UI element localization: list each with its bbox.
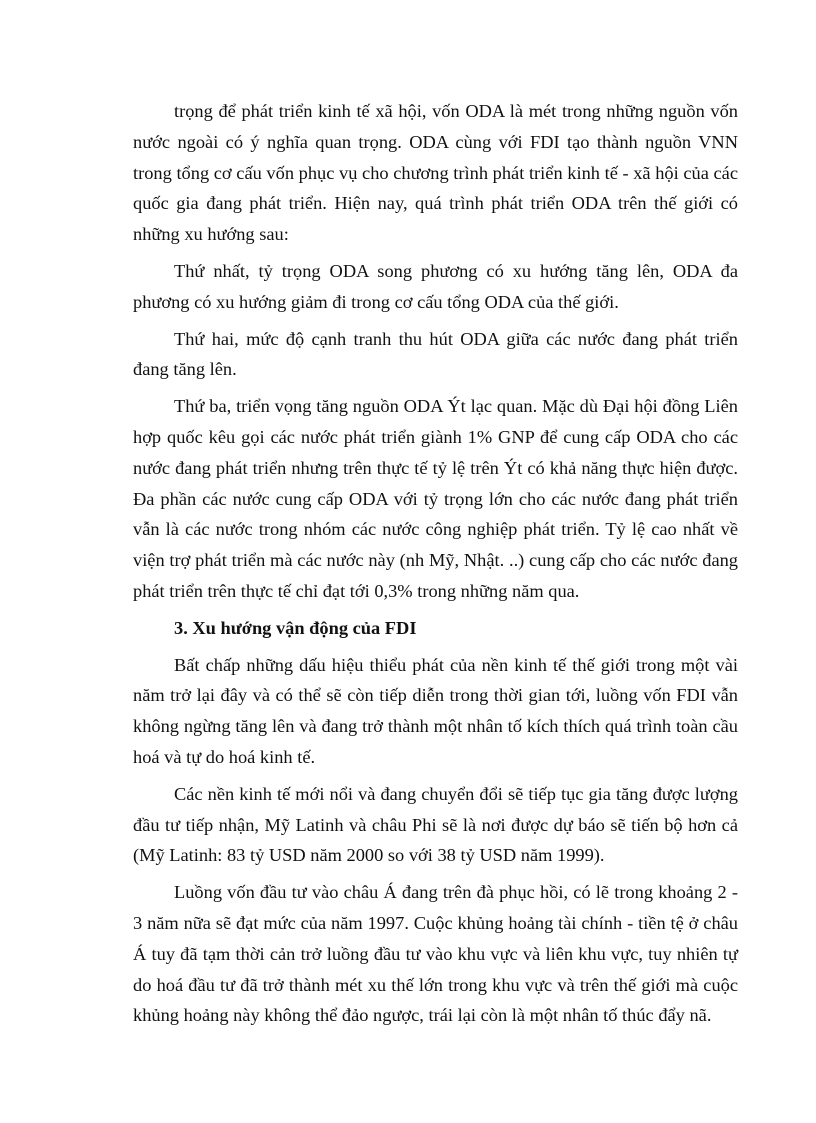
paragraph-asia-recovery: Luồng vốn đầu tư vào châu Á đang trên đà phục hồi, có lẽ trong khoảng 2 - 3 năm nữa sẽ đạt mức của năm 1997. Cuộc khủng hoảng tài chính - tiền tệ ở châu Á tuy đã tạm thời cản trở luồng đầu tư vào khu vực và liên khu vực, tuy nhiên tự do hoá đầu tư đã trở thành mét xu thế lớn trong khu vực và trên thế giới mà cuộc khủng hoảng này không thể đảo ngược, trái lại còn là một nhân tố thúc đẩy nã. — [133, 882, 738, 1026]
paragraph-emerging-economies: Các nền kinh tế mới nổi và đang chuyển đổi sẽ tiếp tục gia tăng được lượng đầu tư tiếp nhận, Mỹ Latinh và châu Phi sẽ là nơi được dự báo sẽ tiến bộ hơn cả (Mỹ Latinh: 83 tỷ USD năm 2000 so với 38 tỷ USD năm 1999). — [133, 783, 738, 866]
document-body — [133, 96, 738, 1037]
section-heading-fdi: 3. Xu hướng vận động của FDI — [174, 617, 417, 638]
paragraph-oda-intro: trọng để phát triển kinh tế xã hội, vốn ODA là mét trong những nguồn vốn nước ngoài có ý nghĩa quan trọng. ODA cùng với FDI tạo thành nguồn VNN trong tổng cơ cấu vốn phục vụ cho chương trình phát triển kinh tế - xã hội của các quốc gia đang phát triển. Hiện nay, quá trình phát triển ODA trên thế giới có những xu hướng sau: — [133, 101, 738, 245]
paragraph-trend-first: Thứ nhất, tỷ trọng ODA song phương có xu hướng tăng lên, ODA đa phương có xu hướng giảm đi trong cơ cấu tổng ODA của thế giới. — [133, 260, 738, 312]
paragraph-trend-second: Thứ hai, mức độ cạnh tranh thu hút ODA giữa các nước đang phát triển đang tăng lên. — [133, 328, 738, 380]
paragraph-trend-third: Thứ ba, triển vọng tăng nguồn ODA Ýt lạc quan. Mặc dù Đại hội đồng Liên hợp quốc kêu gọi các nước phát triển giành 1% GNP để cung cấp ODA cho các nước đang phát triển nhưng trên thực tế tỷ lệ trên Ýt có khả năng thực hiện được. Đa phần các nước cung cấp ODA với tỷ trọng lớn cho các nước đang phát triển vẫn là các nước trong nhóm các nước công nghiệp phát triển. Tỷ lệ cao nhất về viện trợ phát triển mà các nước này (nh Mỹ, Nhật. ..) cung cấp cho các nước đang phát triển trên thực tế chỉ đạt tới 0,3% trong những năm qua. — [133, 396, 738, 601]
paragraph-fdi-growth: Bất chấp những dấu hiệu thiểu phát của nền kinh tế thế giới trong một vài năm trở lại đây và có thể sẽ còn tiếp diễn trong thời gian tới, luồng vốn FDI vẫn không ngừng tăng lên và đang trở thành một nhân tố kích thích quá trình toàn cầu hoá và tự do hoá kinh tế. — [133, 654, 738, 767]
